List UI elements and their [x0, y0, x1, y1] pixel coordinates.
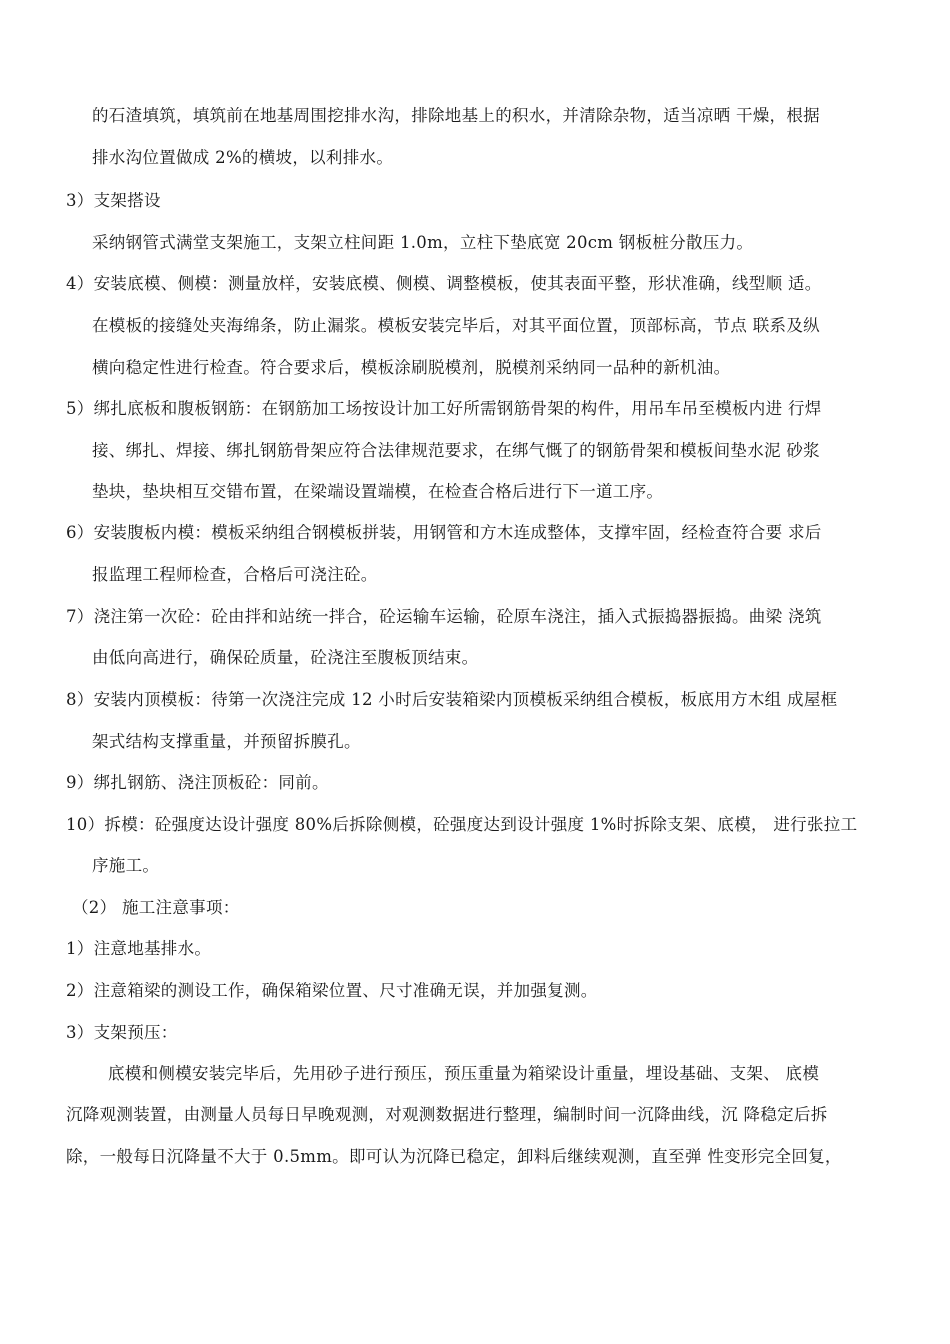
text-line: 2）注意箱梁的测设工作，确保箱梁位置、尺寸准确无误，并加强复测。 [66, 981, 598, 1000]
text-line: 除，一般每日沉降量不大于 0.5mm。即可认为沉降已稳定，卸料后继续观测，直至弹 性变形完全回复， [66, 1147, 842, 1166]
text-line: 的石渣填筑，填筑前在地基周围挖排水沟，排除地基上的积水，并清除杂物，适当凉晒 干燥，根据 [92, 106, 820, 125]
text-line: 7）浇注第一次砼：砼由拌和站统一拌合，砼运输车运输，砼原车浇注，插入式振捣器振捣。曲梁 浇筑 [66, 607, 822, 626]
text-line: 接、绑扎、焊接、绑扎钢筋骨架应符合法律规范要求，在绑气慨了的钢筋骨架和模板间垫水泥 砂浆 [92, 441, 820, 460]
text-line: 3）支架搭设 [66, 191, 161, 210]
text-line: 沉降观测装置，由测量人员每日早晚观测，对观测数据进行整理，编制时间一沉降曲线，沉 降稳定后拆 [66, 1105, 828, 1124]
text-line: 1）注意地基排水。 [66, 939, 212, 958]
text-line: 由低向高进行，确保砼质量，砼浇注至腹板顶结束。 [92, 648, 479, 667]
text-line: 10）拆模：砼强度达设计强度 80%后拆除侧模，砼强度达到设计强度 1%时拆除支架、底模， 进行张拉工 [66, 815, 858, 834]
text-line: 6）安装腹板内模：模板采纳组合钢模板拼装，用钢管和方木连成整体，支撑牢固，经检查符合要 求后 [66, 523, 822, 542]
text-line: 排水沟位置做成 2%的横坡，以利排水。 [92, 148, 394, 167]
text-line: 底模和侧模安装完毕后，先用砂子进行预压，预压重量为箱梁设计重量，埋设基础、支架、 底模 [108, 1064, 820, 1083]
text-line: 采纳钢管式满堂支架施工，支架立柱间距 1.0m，立柱下垫底宽 20cm 钢板桩分散压力。 [92, 233, 754, 252]
text-line: 架式结构支撑重量，并预留拆膜孔。 [92, 732, 361, 751]
text-line: 8）安装内顶模板：待第一次浇注完成 12 小时后安装箱梁内顶模板采纳组合模板，板底用方木组 成屋框 [66, 690, 838, 709]
text-line: 9）绑扎钢筋、浇注顶板砼：同前。 [66, 773, 329, 792]
section-heading: （2） 施工注意事项： [72, 898, 240, 917]
text-line: 4）安装底模、侧模：测量放样，安装底模、侧模、调整模板，使其表面平整，形状准确，线型顺 适。 [66, 274, 822, 293]
text-line: 报监理工程师检查，合格后可浇注砼。 [92, 565, 378, 584]
text-line: 横向稳定性进行检查。符合要求后，模板涂刷脱模剂，脱模剂采纳同一品种的新机油。 [92, 358, 731, 377]
text-line: 序施工。 [92, 856, 160, 875]
text-line: 3）支架预压： [66, 1023, 178, 1042]
text-line: 垫块，垫块相互交错布置，在梁端设置端模，在检查合格后进行下一道工序。 [92, 482, 664, 501]
text-line: 在模板的接缝处夹海绵条，防止漏浆。模板安装完毕后，对其平面位置，顶部标高，节点 联系及纵 [92, 316, 820, 335]
text-line: 5）绑扎底板和腹板钢筋：在钢筋加工场按设计加工好所需钢筋骨架的构件，用吊车吊至模板内进 行焊 [66, 399, 822, 418]
